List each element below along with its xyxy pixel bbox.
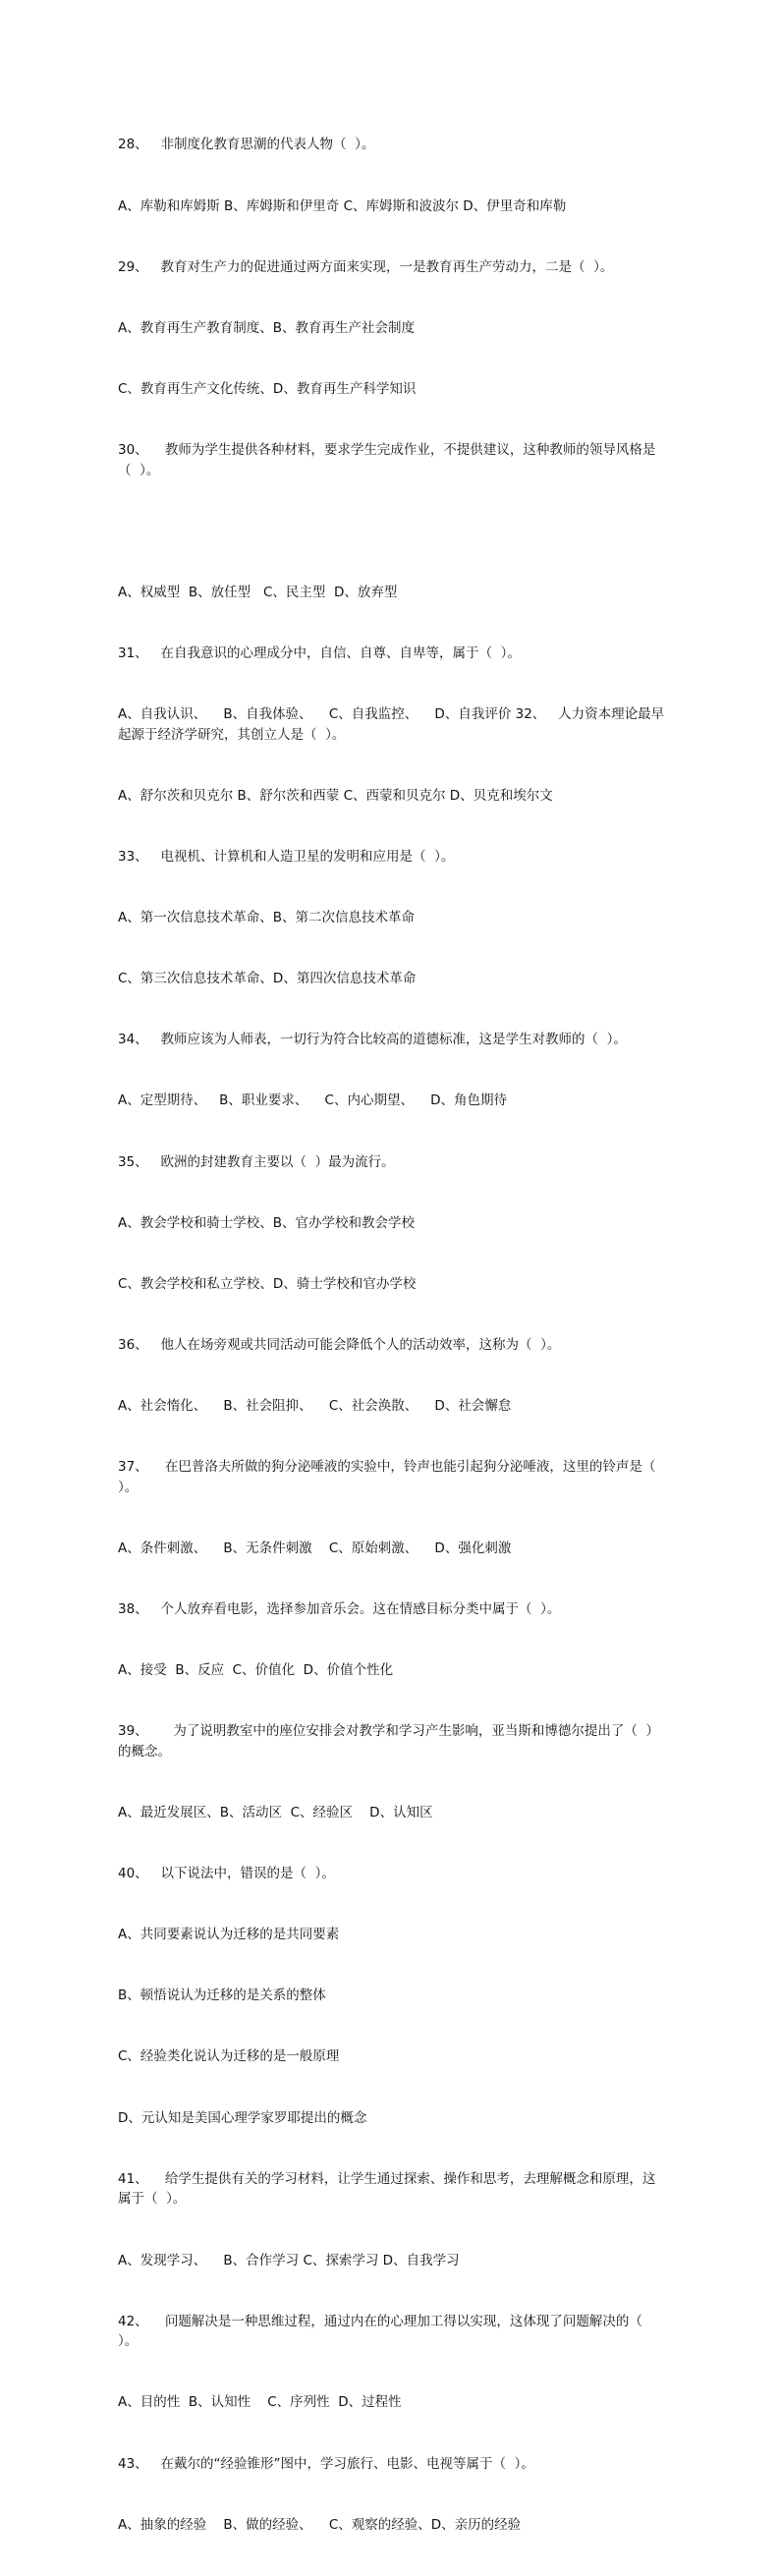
question-43-options: A、抽象的经验 B、做的经验、 C、观察的经验、D、亲历的经验 xyxy=(118,2516,522,2533)
question-32-options: A、舒尔茨和贝克尔 B、舒尔茨和西蒙 C、西蒙和贝克尔 D、贝克和埃尔文 xyxy=(118,787,553,804)
question-33-options-cd: C、第三次信息技术革命、D、第四次信息技术革命 xyxy=(118,971,417,987)
blank-line xyxy=(118,522,668,542)
question-40-option-a: A、共同要素说认为迁移的是共同要素 xyxy=(118,1927,340,1943)
question-42: 42、 问题解决是一种思维过程，通过内在的心理加工得以实现，这体现了问题解决的（ ）。 xyxy=(118,2313,651,2350)
question-28: 28、 非制度化教育思潮的代表人物（ ）。 xyxy=(118,137,375,153)
question-list xyxy=(118,94,668,2576)
question-40-option-b: B、顿悟说认为迁移的是关系的整体 xyxy=(118,1988,326,2004)
question-28-options: A、库勒和库姆斯 B、库姆斯和伊里奇 C、库姆斯和波波尔 D、伊里奇和库勒 xyxy=(118,197,567,214)
question-34: 34、 教师应该为人师表，一切行为符合比较高的道德标准，这是学生对教师的（ ）。 xyxy=(118,1032,627,1048)
question-33-options-ab: A、第一次信息技术革命、B、第二次信息技术革命 xyxy=(118,910,415,926)
question-29: 29、 教育对生产力的促进通过两方面来实现，一是教育再生产劳动力，二是（ ）。 xyxy=(118,258,614,275)
question-36: 36、 他人在场旁观或共同活动可能会降低个人的活动效率，这称为（ ）。 xyxy=(118,1336,561,1353)
question-29-options-ab: A、教育再生产教育制度、B、教育再生产社会制度 xyxy=(118,319,415,336)
question-38-options: A、接受 B、反应 C、价值化 D、价值个性化 xyxy=(118,1662,394,1679)
question-34-options: A、定型期待、 B、职业要求、 C、内心期望、 D、角色期待 xyxy=(118,1092,508,1109)
question-39-options: A、最近发展区、B、活动区 C、经验区 D、认知区 xyxy=(118,1805,433,1821)
question-41: 41、 给学生提供有关的学习材料，让学生通过探索、操作和思考，去理解概念和原理，这属于（ ）。 xyxy=(118,2170,656,2208)
question-31: 31、 在自我意识的心理成分中，自信、自尊、自卑等，属于（ ）。 xyxy=(118,644,521,661)
question-35: 35、 欧洲的封建教育主要以（ ）最为流行。 xyxy=(118,1153,395,1170)
question-40-option-c: C、经验类化说认为迁移的是一般原理 xyxy=(118,2048,340,2065)
question-29-options-cd: C、教育再生产文化传统、D、教育再生产科学知识 xyxy=(118,380,417,397)
question-42-options: A、目的性 B、认知性 C、序列性 D、过程性 xyxy=(118,2394,402,2411)
question-38: 38、 个人放弃看电影，选择参加音乐会。这在情感目标分类中属于（ ）。 xyxy=(118,1601,561,1618)
question-36-options: A、社会惰化、 B、社会阻抑、 C、社会涣散、 D、社会懈怠 xyxy=(118,1397,512,1414)
question-30-options: A、权威型 B、放任型 C、民主型 D、放弃型 xyxy=(118,584,398,600)
question-39: 39、 为了说明教室中的座位安排会对教学和学习产生影响，亚当斯和博德尔提出了（ ）的概念。 xyxy=(118,1723,660,1760)
question-37: 37、 在巴普洛夫所做的狗分泌唾液的实验中，铃声也能引起狗分泌唾液，这里的铃声是（ ）。 xyxy=(118,1459,664,1495)
question-40: 40、 以下说法中，错误的是（ ）。 xyxy=(118,1866,335,1882)
question-30: 30、 教师为学生提供各种材料，要求学生完成作业，不提供建议，这种教师的领导风格是（ ）。 xyxy=(118,441,656,478)
question-31-options-and-question-32: A、自我认识、 B、自我体验、 C、自我监控、 D、自我评价 32、 人力资本理论最早起源于经济学研究，其创立人是（ ）。 xyxy=(118,706,665,743)
question-35-options-ab: A、教会学校和骑士学校、B、官办学校和教会学校 xyxy=(118,1214,415,1231)
question-43: 43、 在戴尔的“经验锥形”图中，学习旅行、电影、电视等属于（ ）。 xyxy=(118,2455,534,2472)
question-40-option-d: D、元认知是美国心理学家罗耶提出的概念 xyxy=(118,2109,367,2126)
question-33: 33、 电视机、计算机和人造卫星的发明和应用是（ ）。 xyxy=(118,849,455,865)
question-37-options: A、条件刺激、 B、无条件刺激 C、原始刺激、 D、强化刺激 xyxy=(118,1540,512,1556)
question-35-options-cd: C、教会学校和私立学校、D、骑士学校和官办学校 xyxy=(118,1275,417,1292)
question-41-options: A、发现学习、 B、合作学习 C、探索学习 D、自我学习 xyxy=(118,2252,460,2268)
